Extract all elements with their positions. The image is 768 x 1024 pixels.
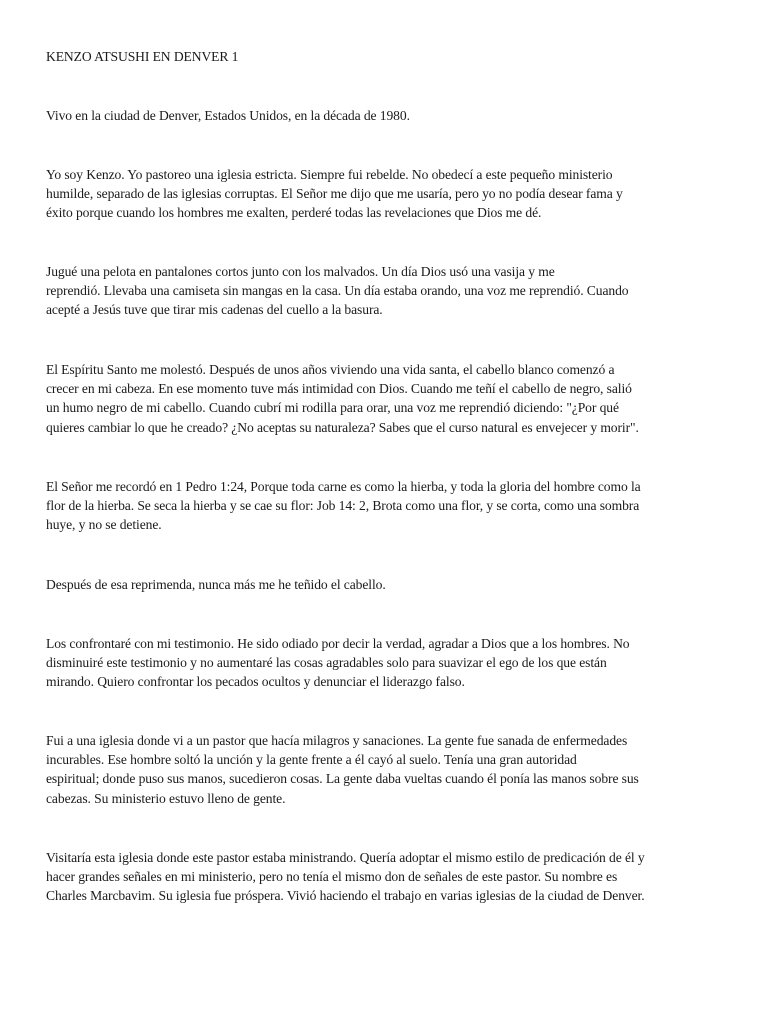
paragraph-espiritu — [46, 360, 736, 437]
text-line: cabezas. Su ministerio estuvo lleno de gente. — [46, 790, 286, 806]
paragraph-visitaria — [46, 848, 736, 906]
text-line: Visitaría esta iglesia donde este pastor estaba ministrando. Quería adoptar el mismo estilo de predicación de él y — [46, 850, 645, 865]
text-line: crecer en mi cabeza. En ese momento tuve más intimidad con Dios. Cuando me teñí el cabello de negro, salió — [46, 381, 632, 397]
paragraph-intro — [46, 106, 736, 125]
text-line: quieres cambiar lo que he creado? ¿No aceptas su naturaleza? Sabes que el curso natural es envejecer y morir". — [46, 419, 639, 435]
paragraph-pedro — [46, 477, 736, 535]
text-line: flor de la hierba. Se seca la hierba y se cae su flor: Job 14: 2, Brota como una flor, y se corta, como una sombra — [46, 498, 640, 514]
text-line: Después de esa reprimenda, nunca más me he teñido el cabello. — [46, 577, 386, 592]
text-line: un humo negro de mi cabello. Cuando cubrí mi rodilla para orar, una voz me reprendió diciendo: "¿Por qué — [46, 400, 619, 416]
text-line: Yo soy Kenzo. Yo pastoreo una iglesia estricta. Siempre fui rebelde. No obedecí a este pequeño ministerio — [46, 167, 613, 182]
text-line: Jugué una pelota en pantalones cortos junto con los malvados. Un día Dios usó una vasija y me — [46, 264, 555, 279]
text-line: mirando. Quiero confrontar los pecados ocultos y denunciar el liderazgo falso. — [46, 674, 465, 690]
document-title: KENZO ATSUSHI EN DENVER 1 — [46, 49, 239, 64]
paragraph-kenzo — [46, 165, 736, 223]
text-line: Charles Marcbavim. Su iglesia fue próspera. Vivió haciendo el trabajo en varias iglesias de la ciudad de Denver. — [46, 888, 645, 904]
text-line: acepté a Jesús tuve que tirar mis cadenas del cuello a la basura. — [46, 302, 383, 318]
paragraph-confrontare — [46, 634, 736, 692]
text-line: El Espíritu Santo me molestó. Después de unos años viviendo una vida santa, el cabello blanco comenzó a — [46, 362, 615, 377]
text-line: éxito porque cuando los hombres me exalten, perderé todas las revelaciones que Dios me dé. — [46, 205, 542, 221]
text-line: El Señor me recordó en 1 Pedro 1:24, Porque toda carne es como la hierba, y toda la gloria del hombre como la — [46, 479, 641, 494]
text-line: Los confrontaré con mi testimonio. He sido odiado por decir la verdad, agradar a Dios que a los hombres. No — [46, 636, 630, 651]
text-line: reprendió. Llevaba una camiseta sin mangas en la casa. Un día estaba orando, una voz me reprendió. Cuando — [46, 283, 629, 299]
text-line: Fui a una iglesia donde vi a un pastor que hacía milagros y sanaciones. La gente fue sanada de enfermedades — [46, 733, 628, 748]
paragraph-milagros — [46, 731, 736, 808]
text-line: hacer grandes señales en mi ministerio, pero no tenía el mismo don de señales de este pastor. Su nombre es — [46, 869, 618, 885]
paragraph-pelota — [46, 262, 736, 320]
text-line: huye, y no se detiene. — [46, 517, 162, 533]
paragraph-reprimenda — [46, 575, 736, 594]
text-line: Vivo en la ciudad de Denver, Estados Unidos, en la década de 1980. — [46, 108, 410, 123]
text-line: disminuiré este testimonio y no aumentaré las cosas agradables solo para suavizar el ego de los que están — [46, 655, 607, 671]
text-line: espiritual; donde puso sus manos, sucedieron cosas. La gente daba vueltas cuando él ponía las manos sobre sus — [46, 771, 639, 787]
text-line: incurables. Ese hombre soltó la unción y la gente frente a él cayó al suelo. Tenía una gran autoridad — [46, 752, 577, 768]
text-line: humilde, separado de las iglesias corruptas. El Señor me dijo que me usaría, pero yo no podía desear fama y — [46, 186, 623, 202]
